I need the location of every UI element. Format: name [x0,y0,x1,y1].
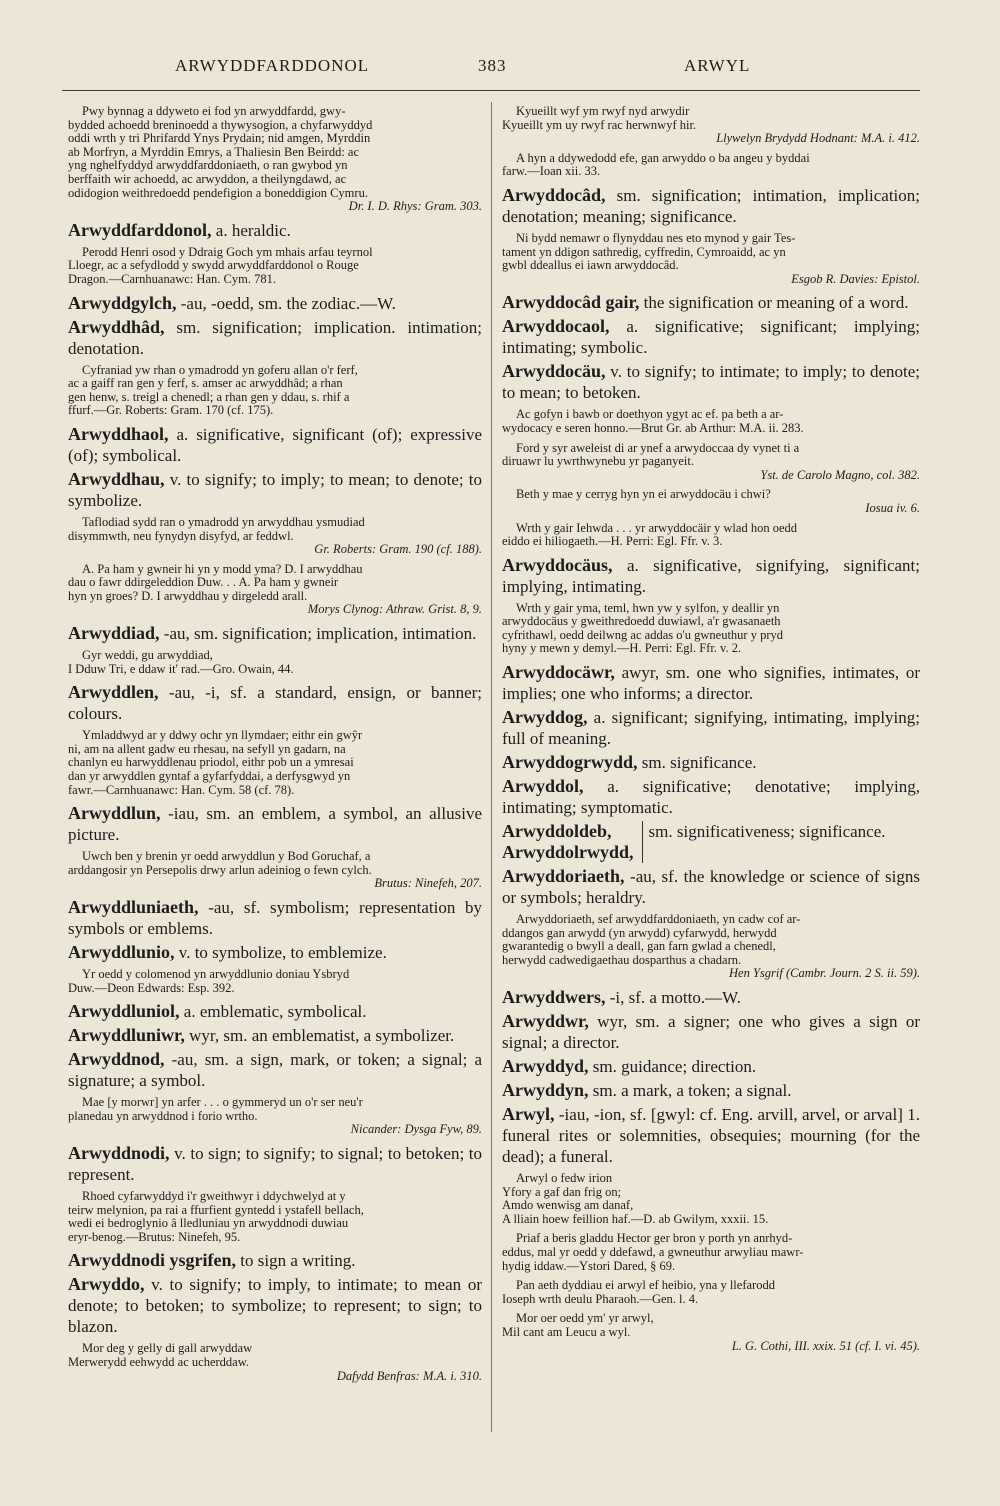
quote-line: ni, am na allent gadw eu rhesau, na sefyll yn gadarn, na [68,741,346,756]
dictionary-entry [68,1025,482,1046]
quote-line: Ioseph wrth deulu Pharaoh.—Gen. l. 4. [502,1291,699,1306]
quote-source: Yst. de Carolo Magno, col. 382. [760,467,920,482]
dictionary-entry [502,1104,920,1167]
citation-quote [502,408,920,435]
quote-line: dan yr arwyddlen gyntaf a gyfarfyddai, a derfysgwyd yn [68,769,351,784]
quote-line: Amdo wenwisg am danaf, [502,1198,634,1213]
definition: -iau, sm. an emblem, a symbol, an allusive picture. [68,804,482,845]
definition: wyr, sm. a signer; one who gives a sign or signal; a director. [502,1012,920,1053]
definition: -au, sm. signification; implication, intimation. [159,624,477,644]
dictionary-entry [68,1049,482,1091]
definition: v. to signify; to imply, to intimate; to mean or denote; to betoken; to symbolize; to represent; to sign; to blazon. [68,1275,482,1337]
definition: -au, sf. symbolism; representation by symbols or emblems. [68,898,482,938]
headword: Arwyddocâd, [502,184,606,205]
quote-line: teirw melynion, pa rai a ffurfient gyntedd i ystafell bellach, [68,1202,364,1217]
dictionary-entry [502,776,920,818]
dictionary-entry [68,682,482,724]
headword: Arwyddocâd gair, [502,292,640,313]
header-right-guideword: ARWYL [684,56,751,75]
quote-line: Wrth y gair yma, teml, hwn yw y sylfon, y deallir yn [516,600,780,615]
column-divider [491,102,492,1432]
dictionary-entry [502,707,920,749]
headword: Arwyddlun, [68,803,161,824]
citation-quote [68,729,482,797]
right-column [502,100,920,1359]
quote-line: Merwerydd eehwydd ac ucherddaw. [68,1354,250,1369]
quote-line: I Dduw Tri, e ddaw it' rad.—Gro. Owain, 44. [68,661,294,676]
definition: -au, sm. a sign, mark, or token; a signal; a signature; a symbol. [68,1050,482,1091]
quote-line: Pan aeth dyddiau ei arwyl ef heibio, yna y llefarodd [516,1278,775,1293]
headword: Arwyddocäwr, [502,662,615,683]
running-header [0,56,1000,84]
citation-quote [502,105,920,146]
quote-line: Dragon.—Carnhuanawc: Han. Cym. 781. [68,271,276,286]
dictionary-entry [502,1080,920,1101]
quote-line: Ymladdwyd ar y ddwy ochr yn llymdaer; eithr ein gwŷr [82,728,363,743]
dictionary-entry [68,1274,482,1337]
quote-line: cyfrithawl, oedd deilwng ac addas o'u gwneuthur y pryd [502,627,783,642]
citation-quote [502,1279,920,1306]
definition: a. significative, signifying, significant; implying, intimating. [502,555,920,596]
quote-line: odidogion weithredoedd pendefigion a boneddigion Cymru. [68,185,368,200]
citation-quote [68,1342,482,1383]
quote-line: Mor oer oedd ym' yr arwyl, [516,1311,654,1326]
quote-line: farw.—Ioan xii. 33. [502,164,601,179]
citation-quote [502,1232,920,1273]
header-left-guideword: ARWYDDFARDDONOL [175,56,370,75]
dictionary-entry [68,1001,482,1022]
definition: a. significative; denotative; implying, intimating; symptomatic. [502,777,920,818]
citation-quote [502,152,920,179]
dictionary-entry [68,424,482,466]
headword: Arwyl, [502,1104,555,1125]
quote-line: Rhoed cyfarwyddyd i'r gweithwyr i ddychwelyd at y [82,1188,346,1203]
quote-line: wedi ei bedroglynio â lledluniau yn arwyddnodi duwiau [68,1216,349,1231]
citation-quote [502,442,920,483]
quote-line: Kyueillt ym uy rwyf rac herwnwyf hir. [502,117,697,132]
quote-line: arddangosir yn Persepolis drwy arlun adeiniog o fewn cylch. [68,862,372,877]
citation-quote [68,649,482,676]
dictionary-entry [502,555,920,597]
headword: Arwyddogrwydd, [502,752,638,773]
quote-line: hydig iddaw.—Ystori Dared, § 69. [502,1258,676,1273]
quote-source: Esgob R. Davies: Epistol. [791,271,920,286]
dictionary-entry [502,987,920,1008]
citation-quote [502,488,920,515]
dictionary-entry [502,292,920,313]
quote-line: Duw.—Deon Edwards: Esp. 392. [68,980,235,995]
quote-line: Yfory a gaf dan frig on; [502,1184,622,1199]
headword: Arwyddnodi ysgrifen, [68,1250,237,1271]
quote-source: Gr. Roberts: Gram. 190 (cf. 188). [314,542,482,557]
dictionary-entry [68,1250,482,1271]
headword: Arwyddnodi, [68,1142,170,1163]
quote-source: Dr. I. D. Rhys: Gram. 303. [348,199,482,214]
citation-quote [502,1172,920,1226]
headword: Arwyddocäus, [502,554,613,575]
dictionary-entry [502,866,920,908]
dictionary-entry [68,1143,482,1185]
quote-line: Mor deg y gelly di gall arwyddaw [82,1341,253,1356]
headword: Arwyddluniol, [68,1001,180,1022]
headword: Arwyddoriaeth, [502,866,625,887]
dictionary-entry [502,1056,920,1077]
headword: Arwyddoldeb, [502,821,612,842]
citation-quote [502,913,920,981]
headword: Arwyddyn, [502,1080,589,1101]
citation-quote [502,522,920,549]
quote-line: Gyr weddi, gu arwyddiad, [82,648,213,663]
citation-quote [68,246,482,287]
quote-source: Brutus: Ninefeh, 207. [374,876,482,891]
quote-line: Ni bydd nemawr o flynyddau nes eto mynod y gair Tes- [516,230,796,245]
citation-quote [68,1190,482,1244]
definition: a. significative, significant (of); expressive (of); symbolical. [68,424,482,465]
quote-line: oddi wrth y tri Phrifardd Ynys Prydain; nid amgen, Myrddin [68,131,371,146]
quote-line: bydded achoedd breninoedd a thywysogion, a chyfarwyddyd [68,117,373,132]
citation-quote [68,563,482,617]
quote-line: gwarantedig o bwyll a deall, gan farn gwlad a chenedl, [502,939,776,954]
headword: Arwyddiad, [68,623,160,644]
quote-line: chanlyn eu harwyddlenau priodol, eithr pob un a ymresai [68,755,354,770]
definition: sm. significativeness; significance. [648,822,886,842]
definition: sm. guidance; direction. [588,1057,757,1077]
definition: -i, sf. a motto.—W. [605,988,741,1008]
citation-quote [68,968,482,995]
definition: to sign a writing. [236,1251,356,1271]
definition: v. to sign; to signify; to signal; to betoken; to represent. [68,1143,482,1184]
headword: Arwyddlen, [68,682,159,703]
quote-line: planedau yn arwyddnod i forio wrtho. [68,1108,258,1123]
quote-line: ab Morfryn, a Myrddin Emrys, a Thaliesin Ben Beirdd: ac [68,144,360,159]
headword: Arwyddocäu, [502,361,606,382]
dictionary-entry [502,361,920,403]
left-column [68,100,482,1389]
dictionary-entry-pair [502,821,920,863]
quote-line: fawr.—Carnhuanawc: Han. Cym. 58 (cf. 78). [68,782,295,797]
headword: Arwyddhau, [68,468,165,489]
definition: -au, -oedd, sm. the zodiac.—W. [176,293,396,313]
quote-line: berffaith wir achoedd, ac arwyddon, a theilyngdawd, ac [68,171,347,186]
quote-line: Wrth y gair Iehwda . . . yr arwyddocäir y wlad hon oedd [516,520,798,535]
quote-line: ac a gaiff ran gen y ferf, s. amser ac arwyddhâd; a rhan [68,376,343,391]
citation-quote [68,364,482,418]
quote-line: A lliain hoew feillion haf.—D. ab Gwilym, xxxii. 15. [502,1211,769,1226]
quote-line: yng nghelfyddyd arwyddfarddoniaeth, o ran gwybod yn [68,158,348,173]
quote-source: Dafydd Benfras: M.A. i. 310. [336,1368,482,1383]
headword: Arwyddnod, [68,1049,165,1070]
quote-source: Nicander: Dysga Fyw, 89. [350,1122,482,1137]
dictionary-entry [68,623,482,644]
headword: Arwyddol, [502,776,584,797]
definition: v. to signify; to intimate; to imply; to denote; to mean; to betoken. [502,362,920,403]
dictionary-entry [68,220,482,241]
dictionary-entry [502,1011,920,1053]
quote-line: Perodd Henri osod y Ddraig Goch ym mhais arfau teyrnol [82,244,373,259]
definition: -iau, -ion, sf. [gwyl: cf. Eng. arvill, arvel, or arval] 1. funeral rites or solemnities, obsequies; mourning (for the dead); a funeral. [502,1105,920,1167]
quote-line: Arwyddoriaeth, sef arwyddfarddoniaeth, yn cadw cof ar- [516,912,801,927]
headword: Arwyddo, [68,1274,145,1295]
headword: Arwyddgylch, [68,292,177,313]
definition: sm. significance. [637,753,757,773]
citation-quote [68,850,482,891]
quote-line: Beth y mae y cerryg hyn yn ei arwyddocäu i chwi? [516,487,771,502]
headword: Arwyddluniaeth, [68,897,199,917]
quote-line: dau o fawr ddirgeleddion Duw. . . A. Pa ham y gwneir [68,575,339,590]
quote-line: Mil cant am Leucu a wyl. [502,1324,631,1339]
headword: Arwyddocaol, [502,316,610,337]
quote-line: Cyfraniad yw rhan o ymadrodd yn goferu allan o'r ferf, [82,362,358,377]
definition: sm. signification; implication. intimation; denotation. [68,317,482,358]
citation-quote [502,602,920,656]
definition: v. to symbolize, to emblemize. [174,943,387,962]
dictionary-entry [502,752,920,773]
dictionary-entry [502,316,920,358]
definition: sm. signification; intimation, implication; denotation; meaning; significance. [502,185,920,226]
quote-line: disymmwth, neu fynydyn disyfyd, ar feddwl. [68,528,294,543]
headword: Arwyddhaol, [68,423,169,444]
definition: awyr, sm. one who signifies, intimates, or implies; one who informs; a director. [502,663,920,704]
dictionary-entry [502,662,920,704]
definition: a. emblematic, symbolical. [179,1002,367,1022]
dictionary-entry [68,897,482,939]
quote-line: wydocacy e seren honno.—Brut Gr. ab Arthur: M.A. ii. 283. [502,420,804,435]
headword: Arwyddog, [502,707,588,728]
citation-quote [502,232,920,286]
quote-line: Mae [y morwr] yn arfer . . . o gymmeryd un o'r ser neu'r [82,1095,363,1110]
headword: Arwyddhâd, [68,316,165,337]
dictionary-entry [68,469,482,511]
quote-line: hyny y mewn y demyl.—H. Perri: Egl. Ffr. v. 2. [502,641,742,656]
dictionary-entry [68,803,482,845]
quote-line: Yr oedd y colomenod yn arwyddlunio doniau Ysbryd [82,967,350,981]
quote-line: herwydd cadwedigaethau dosparthus a chadarn. [502,952,742,967]
headword: Arwyddfarddonol, [68,219,212,240]
quote-line: Taflodiad sydd ran o ymadrodd yn arwyddhau ysmudiad [82,514,365,529]
quote-line: Pwy bynnag a ddyweto ei fod yn arwyddfardd, gwy- [82,104,346,118]
quote-line: Arwyl o fedw irion [516,1171,613,1186]
dictionary-entry [502,185,920,227]
quote-line: eddus, mal yr oedd y ddefawd, a gwneuthur arwyliau mawr- [502,1245,804,1259]
definition: -au, sf. the knowledge or science of signs or symbols; heraldry. [502,867,920,908]
definition: a. significative; significant; implying; intimating; symbolic. [502,317,920,358]
definition: -au, -i, sf. a standard, ensign, or banner; colours. [68,683,482,724]
quote-source: Morys Clynog: Athraw. Grist. 8, 9. [307,602,482,617]
citation-quote [68,516,482,557]
quote-line: A. Pa ham y gwneir hi yn y modd yma? D. I arwyddhau [82,561,363,576]
headword: Arwyddluniwr, [68,1025,185,1046]
quote-line: Ford y syr aweleist di ar ynef a arwydoccaa dy vynet ti a [516,440,800,455]
definition: wyr, sm. an emblematist, a symbolizer. [184,1026,455,1046]
quote-line: Priaf a beris gladdu Hector ger bron y porth yn anrhyd- [516,1231,793,1246]
quote-line: Uwch ben y brenin yr oedd arwyddlun y Bod Goruchaf, a [82,849,371,864]
definition: sm. a mark, a token; a signal. [588,1081,792,1101]
quote-line: diruawr lu ywrthwynebu yr paganyeit. [502,454,694,469]
quote-source: Llywelyn Brydydd Hodnant: M.A. i. 412. [716,131,920,146]
definition: the signification or meaning of a word. [639,293,909,313]
citation-quote [502,1312,920,1353]
dictionary-entry [68,317,482,359]
quote-line: arwyddocäus y gweithredoedd duwiawl, a'r gwasanaeth [502,614,781,629]
headword: Arwyddyd, [502,1056,589,1077]
quote-line: eiddo ei hiliogaeth.—H. Perri: Egl. Ffr. v. 3. [502,534,723,549]
quote-line: hyn yn groes? D. I arwyddhau y dirgeledd arall. [68,588,308,603]
quote-line: ddangos gan arwydd (yn arwydd) cyfarwydd, herwydd [502,925,777,940]
quote-line: tament yn ddigon sathredig, cyffredin, Cymroaidd, ac yn [502,244,786,259]
dictionary-entry [68,293,482,314]
quote-line: ffurf.—Gr. Roberts: Gram. 170 (cf. 175). [68,403,274,418]
citation-quote [68,105,482,214]
quote-line: Lloegr, ac a sefydlodd y swydd arwyddfarddonol o Rouge [68,258,359,273]
quote-line: gwbl ddeallus ei iawn arwyddocâd. [502,258,679,273]
quote-line: gen henw, s. treigl a chenedl; a rhan gen y ddau, s. rhif a [68,389,350,404]
dictionary-entry [68,942,482,963]
definition: a. significant; signifying, intimating, implying; full of meaning. [502,708,920,749]
quote-line: Ac gofyn i bawb or doethyon ygyt ac ef. pa beth a ar- [516,407,784,422]
definition: v. to signify; to imply; to mean; to denote; to symbolize. [68,469,482,510]
page-number: 383 [478,56,507,75]
quote-line: eryr-benog.—Brutus: Ninefeh, 95. [68,1229,241,1244]
quote-line: Kyueillt wyf ym rwyf nyd arwydir [516,104,690,118]
quote-line: A hyn a ddywedodd efe, gan arwyddo o ba angeu y byddai [516,150,810,165]
citation-quote [68,1096,482,1137]
headword: Arwyddolrwydd, [502,842,634,863]
headword: Arwyddlunio, [68,942,175,962]
quote-source: L. G. Cothi, III. xxix. 51 (cf. I. vi. 45). [731,1338,920,1353]
quote-source: Iosua iv. 6. [865,500,920,515]
headword: Arwyddwers, [502,987,606,1008]
header-rule [62,90,920,91]
headword: Arwyddwr, [502,1011,589,1032]
definition: a. heraldic. [211,220,291,240]
quote-source: Hen Ysgrif (Cambr. Journ. 2 S. ii. 59). [729,966,920,981]
